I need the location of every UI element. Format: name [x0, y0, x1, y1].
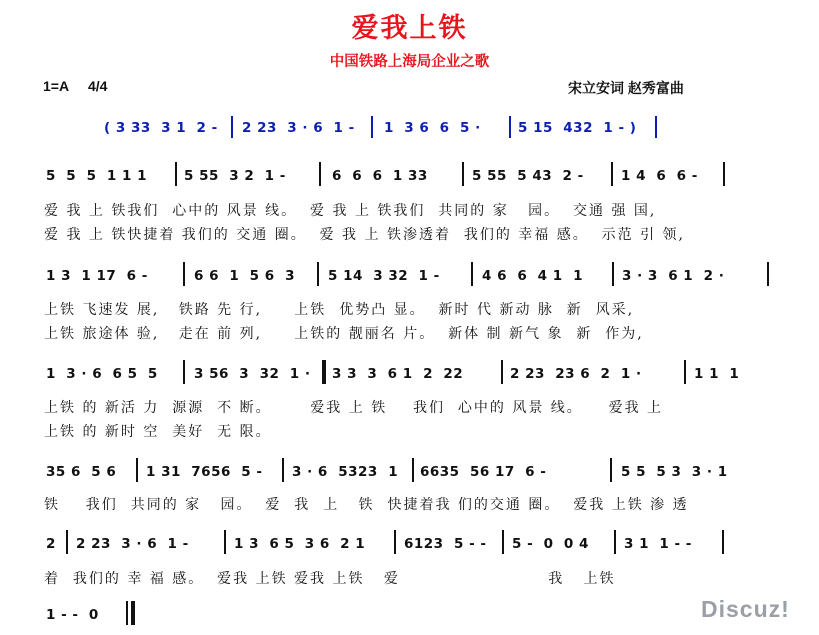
key-meter: 1=A 4/4	[43, 78, 108, 94]
notes-measure: 2	[46, 536, 56, 552]
notes-measure: 3 3 3 6 1 2 22	[332, 366, 464, 382]
barline	[610, 458, 612, 482]
barline	[612, 262, 614, 286]
notes-measure: 1 3 6 5 3 6 2 1	[234, 536, 366, 552]
intro-measure: 1 3 6 6 5 ·	[384, 120, 481, 136]
barline	[502, 530, 504, 554]
lyric-line: 上铁 的 新活 力 源源 不 断。 爱我 上 铁 我们 心中的 风景 线。 爱我 上	[44, 400, 664, 416]
barline	[136, 458, 138, 482]
notes-measure: 2 23 3 · 6 1 -	[76, 536, 189, 552]
barline	[509, 116, 511, 138]
intro-measure: 5 15 432 1 - )	[518, 120, 637, 136]
final-barline-thin	[126, 601, 128, 625]
notes-measure: 3 56 3 32 1 ·	[194, 366, 311, 382]
barline	[231, 116, 233, 138]
lyric-line: 上铁 飞速发 展, 铁路 先 行, 上铁 优势凸 显。 新时 代 新动 脉 新 风采,	[44, 302, 635, 318]
barline	[319, 162, 321, 186]
notes-measure: 1 1 1	[694, 366, 740, 382]
notes-measure: 4 6 6 4 1 1	[482, 268, 583, 284]
barline	[614, 530, 616, 554]
notes-measure: 5 55 5 43 2 -	[472, 168, 584, 184]
barline	[767, 262, 769, 286]
notes-measure: 1 3 1 17 6 -	[46, 268, 148, 284]
barline	[183, 360, 185, 384]
notes-measure: 5 55 3 2 1 -	[184, 168, 286, 184]
barline	[471, 262, 473, 286]
song-subtitle: 中国铁路上海局企业之歌	[329, 54, 490, 70]
lyric-line: 爱 我 上 铁快捷着 我们的 交通 圈。 爱 我 上 铁渗透着 我们的 幸福 感。 示范 引 领,	[44, 227, 686, 243]
lyric-line: 铁 我们 共同的 家 园。 爱 我 上 铁 快捷着我 们的交通 圈。 爱我 上铁 渗 透	[44, 497, 689, 513]
barline	[655, 116, 657, 138]
final-barline-thick	[131, 601, 135, 625]
notes-measure: 5 - 0 0 4	[512, 536, 589, 552]
notes-measure: 5 5 5 1 1 1	[46, 168, 147, 184]
notes-measure: 5 5 5 3 3 · 1	[621, 464, 728, 480]
lyric-line: 上铁 的 新时 空 美好 无 限。	[44, 424, 272, 440]
notes-measure: 3 · 6 5323 1	[292, 464, 399, 480]
barline	[394, 530, 396, 554]
notes-measure: 6 6 1 5 6 3	[194, 268, 295, 284]
barline	[462, 162, 464, 186]
notes-measure: 1 4 6 6 -	[621, 168, 698, 184]
notes-measure: 6635 56 17 6 -	[420, 464, 547, 480]
repeat-barline	[322, 360, 326, 384]
watermark-logo: Discuz!	[701, 596, 790, 622]
barline	[371, 116, 373, 138]
barline	[722, 530, 724, 554]
notes-measure: 6 6 6 1 33	[332, 168, 428, 184]
notes-measure: 3 1 1 - -	[624, 536, 692, 552]
barline	[501, 360, 503, 384]
notes-measure: 2 23 23 6 2 1 ·	[510, 366, 642, 382]
notes-measure: 5 14 3 32 1 -	[328, 268, 440, 284]
intro-measure: 2 23 3 · 6 1 -	[242, 120, 355, 136]
intro-measure: ( 3 33 3 1 2 -	[104, 120, 218, 136]
notes-measure: 1 3 · 6 6 5 5	[46, 366, 158, 382]
barline	[66, 530, 68, 554]
lyric-line: 上铁 旅途体 验, 走在 前 列, 上铁的 靓丽名 片。 新体 制 新气 象 新 作为,	[44, 326, 644, 342]
notes-measure: 6123 5 - -	[404, 536, 487, 552]
barline	[224, 530, 226, 554]
notes-measure: 3 · 3 6 1 2 ·	[622, 268, 725, 284]
song-title: 爱我上铁	[351, 13, 468, 44]
barline	[684, 360, 686, 384]
barline	[183, 262, 185, 286]
barline	[317, 262, 319, 286]
notes-measure: 35 6 5 6	[46, 464, 117, 480]
credits: 宋立安词 赵秀富曲	[568, 80, 684, 96]
barline	[723, 162, 725, 186]
lyric-line: 着 我们的 幸 福 感。 爱我 上铁 爱我 上铁 爱 我 上铁	[44, 571, 616, 587]
notes-measure: 1 31 7656 5 -	[146, 464, 263, 480]
notes-measure: 1 - - 0	[46, 607, 99, 623]
lyric-line: 爱 我 上 铁我们 心中的 风景 线。 爱 我 上 铁我们 共同的 家 园。 交通 强 国,	[44, 203, 657, 219]
barline	[282, 458, 284, 482]
barline	[412, 458, 414, 482]
barline	[175, 162, 177, 186]
barline	[611, 162, 613, 186]
